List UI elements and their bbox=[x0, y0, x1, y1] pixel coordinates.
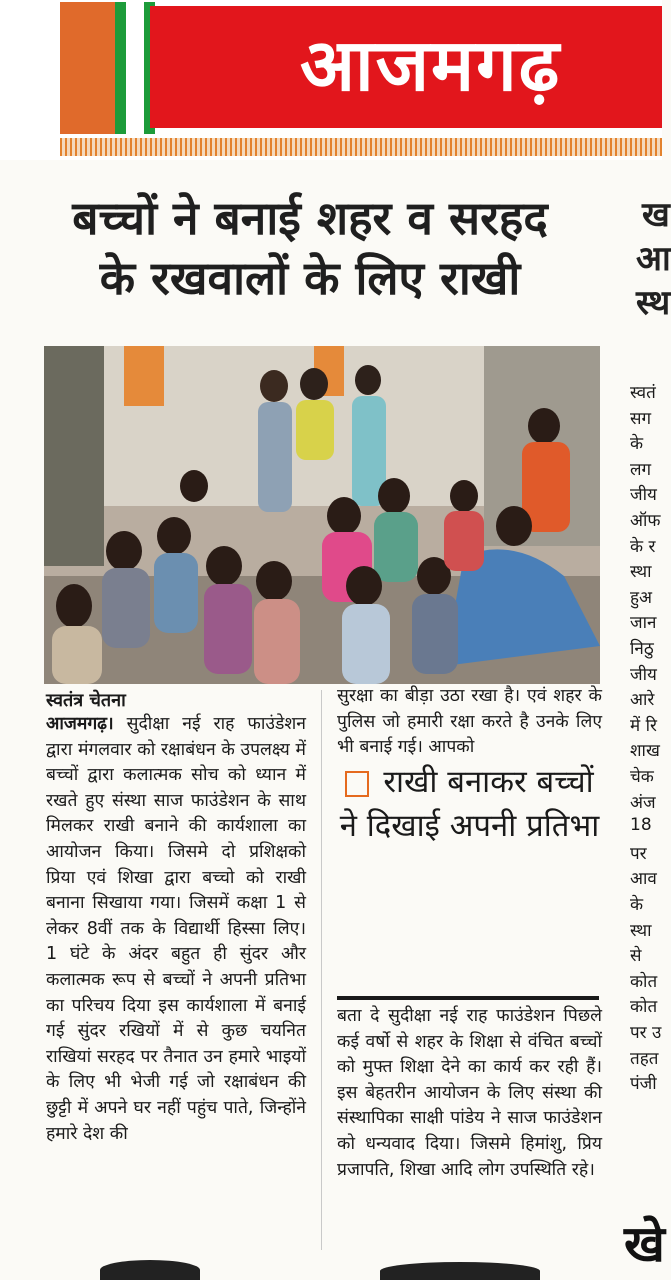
adjacent-headline-fragment: ख bbox=[642, 195, 670, 235]
adjacent-text-fragment: स्था bbox=[630, 562, 652, 583]
adjacent-text-fragment: आव bbox=[630, 869, 657, 890]
adjacent-text-fragment: जान bbox=[630, 613, 657, 634]
article-column-2-top: सुरक्षा का बीड़ा उठा रखा है। एवं शहर के पुलिस जो हमारी रक्षा करते है उनके लिए भी बनाई गई। आपको bbox=[337, 686, 602, 758]
article-column-1 bbox=[46, 712, 306, 1147]
adjacent-text-fragment: जीय bbox=[630, 485, 657, 506]
adjacent-text-fragment: स्था bbox=[630, 920, 652, 941]
masthead-white-band bbox=[126, 2, 144, 134]
column-divider bbox=[321, 690, 322, 1250]
adjacent-text-fragment: जीय bbox=[630, 664, 657, 685]
adjacent-text-fragment: निठु bbox=[630, 639, 654, 659]
dateline-place: आजमगढ़। bbox=[46, 714, 114, 734]
masthead-ruler-strip bbox=[60, 138, 662, 156]
adjacent-text-fragment: कोत bbox=[630, 997, 658, 1018]
masthead-city-title: आजमगढ़ bbox=[300, 23, 562, 107]
article-headline bbox=[30, 188, 590, 308]
adjacent-text-fragment: ऑफ bbox=[630, 511, 661, 531]
pull-quote bbox=[337, 760, 602, 848]
adjacent-article-column bbox=[612, 160, 671, 1280]
pull-quote-text: राखी बनाकर बच्चों ने दिखाई अपनी प्रतिभा bbox=[339, 764, 600, 844]
adjacent-text-fragment: पर bbox=[630, 843, 647, 864]
children-group-photo bbox=[44, 346, 600, 684]
article-column-1-text: सुदीक्षा नई राह फाउंडेशन द्वारा मंगलवार को रक्षाबंधन के उपलक्ष्य में बच्चों द्वारा कलात्मक सोच को ध्यान में रखते हुए संस्था साज फाउंडेशन के साथ मिलकर राखी बनाने की कार्यशाला का आयोजन किया। जिसमे दो प्रशिक्षको प्रिया एवं शिखा द्वारा बच्चो को राखी बनाना सिखाया गया। जिसमें कक्षा 1 से लेकर 8वीं तक के विद्यार्थी हिस्सा लिए। 1 घंटे के अंदर बहुत ही सुंदर और कलात्मक रूप से बच्चों ने अपनी प्रतिभा का परिचय दिया इस कार्यशाला में बनाई गई सुंदर रखियों में से कुछ चयनित राखियां सरहद पर तैनात उन हमारे भाइयों के लिए भी भेजी गई जो रक्षाबंधन की छुट्टी में अपने घर नहीं पहुंच पाते, जिन्होंने हमारे देश की bbox=[46, 714, 306, 1144]
adjacent-text-fragment: के bbox=[630, 895, 644, 915]
adjacent-text-fragment: अंज bbox=[630, 792, 656, 813]
adjacent-headline-fragment: स्थ bbox=[636, 283, 671, 323]
adjacent-text-fragment: चेक bbox=[630, 767, 654, 787]
adjacent-text-fragment: आरे bbox=[630, 690, 655, 711]
adjacent-headline-fragment: आ bbox=[636, 239, 671, 279]
adjacent-text-fragment: स्वतं bbox=[630, 383, 656, 403]
adjacent-text-fragment: पंजी bbox=[630, 1074, 657, 1095]
adjacent-text-fragment: शाख bbox=[630, 741, 660, 762]
adjacent-text-fragment: में रि bbox=[630, 715, 657, 736]
next-headline-fragment bbox=[100, 1260, 200, 1280]
adjacent-bottom-headline-fragment: खे bbox=[624, 1215, 665, 1273]
adjacent-text-fragment: हुअ bbox=[630, 587, 653, 608]
adjacent-text-fragment: के र bbox=[630, 536, 656, 557]
adjacent-text-fragment: 18 bbox=[630, 815, 652, 836]
adjacent-text-fragment: के bbox=[630, 434, 644, 455]
headline-line-1: बच्चों ने बनाई शहर व सरहद bbox=[72, 191, 548, 245]
adjacent-text-fragment: लग bbox=[630, 459, 652, 480]
adjacent-text-fragment: तहत bbox=[630, 1048, 659, 1069]
reporter-credit: स्वतंत्र चेतना bbox=[46, 690, 126, 711]
adjacent-text-fragment: सग bbox=[630, 408, 652, 429]
headline-line-2: के रखवालों के लिए राखी bbox=[99, 251, 521, 305]
adjacent-text-fragment: से bbox=[630, 946, 642, 967]
square-bullet-icon bbox=[345, 771, 369, 797]
article-column-2-bottom: बता दे सुदीक्षा नई राह फाउंडेशन पिछले कई वर्षो से शहर के शिक्षा से वंचित बच्चों को मुफ्त शिक्षा देने का कार्य कर रही हैं। इस बेहतरीन आयोजन के लिए संस्था की संस्थापिका साक्षी पांडेय ने साज फाउंडेशन को धन्यवाद दिया। जिसमे हिमांशु, प्रिय प्रजापति, शिखा आदि लोग उपस्थिति रहे। bbox=[337, 1006, 602, 1180]
next-headline-fragment bbox=[380, 1262, 540, 1280]
adjacent-text-fragment: पर उ bbox=[630, 1023, 662, 1043]
adjacent-text-fragment: कोत bbox=[630, 971, 658, 992]
pull-quote-rule bbox=[337, 996, 599, 1000]
